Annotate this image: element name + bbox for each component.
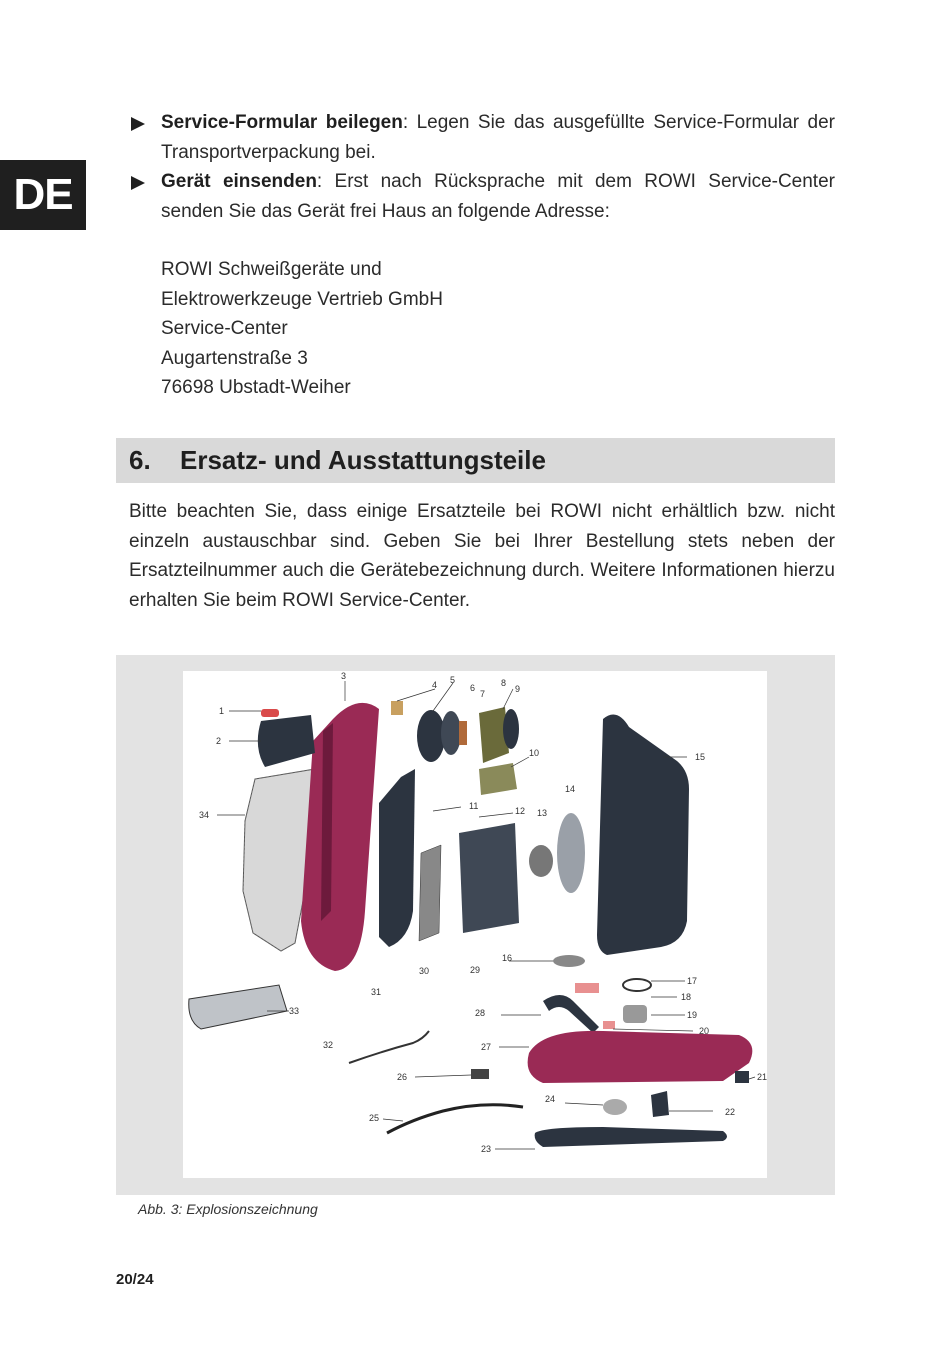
address-line: 76698 Ubstadt-Weiher	[161, 377, 351, 398]
part-label: 30	[419, 966, 430, 976]
bullet-heading: Gerät einsenden	[161, 171, 317, 192]
address-line: Elektrowerkzeuge Vertrieb GmbH	[161, 288, 443, 310]
inner-frame-part	[379, 769, 415, 947]
part-label: 13	[537, 808, 548, 818]
part-label: 17	[687, 976, 698, 986]
part-label: 18	[681, 992, 692, 1002]
bullet-heading: Service-Formular beilegen	[161, 112, 403, 133]
fan-housing-part	[459, 823, 519, 933]
part-label: 9	[515, 684, 521, 694]
list-item	[128, 108, 835, 167]
part-label: 19	[687, 1010, 698, 1020]
coil-part	[459, 721, 467, 745]
triangle-bullet-icon	[131, 176, 145, 190]
part-label: 29	[470, 965, 481, 975]
triangle-bullet-icon	[131, 117, 145, 131]
part-label: 2	[216, 736, 222, 746]
handle-part	[543, 995, 599, 1033]
page-number: 20/24	[116, 1271, 154, 1288]
part-label: 3	[341, 671, 347, 681]
language-tab: DE	[0, 160, 86, 230]
remote-part	[189, 985, 287, 1029]
part-label: 12	[515, 806, 526, 816]
clip-part	[575, 983, 599, 993]
part-label: 7	[480, 689, 486, 699]
part-label: 8	[501, 678, 507, 688]
figure-caption: Abb. 3: Explosionszeichnung	[138, 1201, 318, 1217]
housing-inner-edge	[321, 723, 333, 921]
address-line: Augartenstraße 3	[161, 347, 308, 369]
part-label: 26	[397, 1072, 408, 1082]
part-label: 23	[481, 1144, 492, 1154]
list-item	[128, 167, 835, 226]
switch-part	[391, 701, 403, 715]
section-number: 6.	[129, 445, 151, 475]
part-label: 24	[545, 1094, 556, 1104]
tip-switch-part	[735, 1071, 749, 1083]
part-label: 27	[481, 1042, 492, 1052]
fan-motor-part	[529, 845, 553, 877]
address-line: Service-Center	[161, 318, 288, 339]
part-label: 5	[450, 675, 456, 685]
part-label: 31	[371, 987, 382, 997]
ring-part	[623, 979, 651, 991]
instruction-list	[128, 108, 835, 226]
part-label: 28	[475, 1008, 486, 1018]
part-label: 22	[725, 1107, 736, 1117]
part-label: 16	[502, 953, 513, 963]
cap-part	[603, 1021, 615, 1029]
part-label: 1	[219, 706, 225, 716]
figure-frame	[116, 655, 835, 1195]
switch-socket-part	[651, 1091, 669, 1117]
motor-part	[441, 711, 461, 755]
sleeve-part	[623, 1005, 647, 1023]
power-cord-part	[387, 1105, 523, 1133]
part-label: 10	[529, 748, 540, 758]
control-cover-part	[258, 715, 315, 767]
part-label: 21	[757, 1072, 767, 1082]
motor-ring-part	[417, 710, 445, 762]
connector-part	[471, 1069, 489, 1079]
exploded-view-drawing	[183, 671, 767, 1178]
fan-blade-part	[557, 813, 585, 893]
bullet-text: : Legen Sie das ausgefüllte Service-Formular der Transportverpackung bei.	[161, 112, 835, 163]
service-address	[161, 255, 443, 403]
part-label: 33	[289, 1006, 300, 1016]
part-label: 4	[432, 680, 438, 690]
body-paragraph: Bitte beachten Sie, dass einige Ersatzteile bei ROWI nicht erhältlich bzw. nicht einzeln austauschbar sind. Geben Sie bei Ihrer Bestellung stets neben der Ersatzteilnummer auch die Gerätebezeichnung durch. Weitere Informationen hierzu erhalten Sie beim ROWI Service-Center.	[129, 501, 835, 611]
part-label: 14	[565, 784, 576, 794]
part-label: 34	[199, 810, 210, 820]
part-label: 15	[695, 752, 706, 762]
bracket-part	[503, 709, 519, 749]
wiring-part	[349, 1031, 429, 1063]
section-title: Ersatz- und Ausstattungsteile	[180, 445, 546, 475]
address-line: ROWI Schweißgeräte und	[161, 259, 382, 280]
exploded-view-svg	[183, 671, 767, 1178]
bullet-text: : Erst nach Rücksprache mit dem ROWI Service-Center senden Sie das Gerät frei Haus an folgende Adresse:	[161, 171, 835, 222]
rear-housing-part	[597, 715, 689, 956]
control-board-part	[479, 763, 517, 795]
base-plate-part	[535, 1127, 727, 1147]
part-label: 32	[323, 1040, 334, 1050]
heating-element-part	[419, 845, 441, 941]
part-label: 20	[699, 1026, 710, 1036]
part-label: 25	[369, 1113, 380, 1123]
base-housing-part	[528, 1031, 753, 1083]
sensor-part	[553, 955, 585, 967]
knob-part	[261, 709, 279, 717]
disk-part	[603, 1099, 627, 1115]
part-label: 6	[470, 683, 476, 693]
part-label: 11	[469, 801, 479, 811]
section-heading	[116, 438, 835, 483]
